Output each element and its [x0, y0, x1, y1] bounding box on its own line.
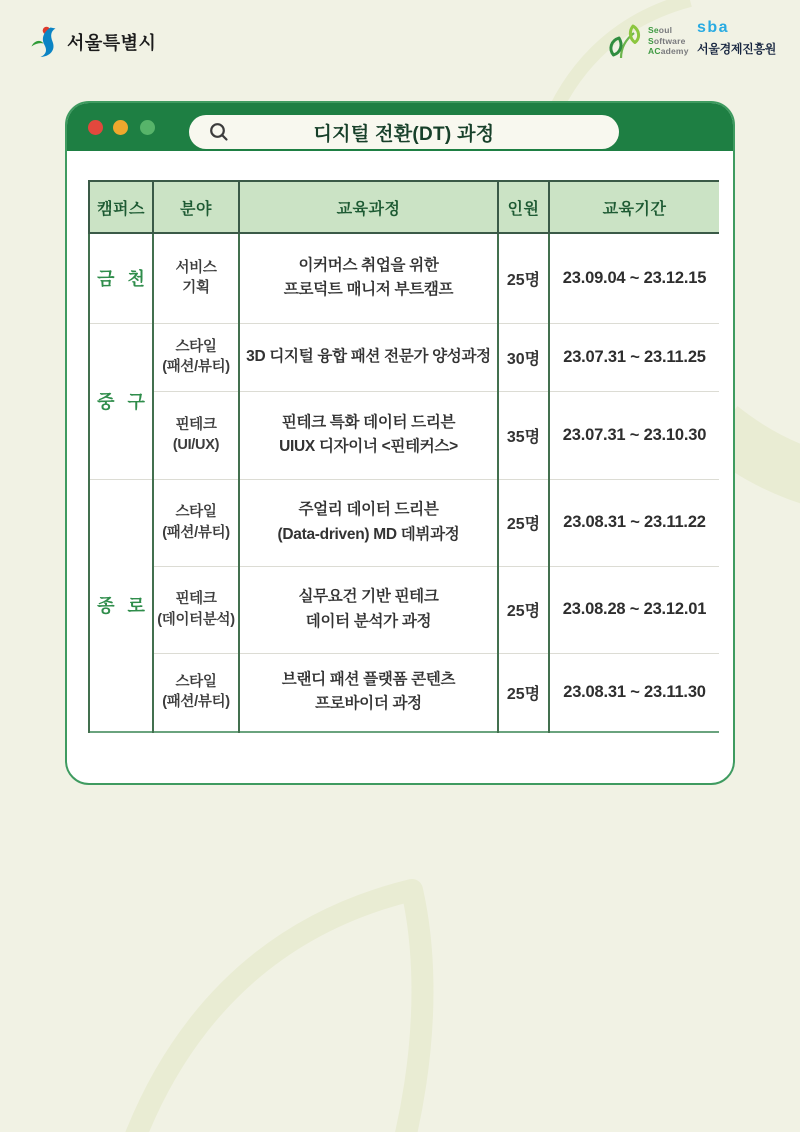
column-header-period: 교육기간 [549, 181, 719, 233]
column-header-campus: 캠퍼스 [89, 181, 153, 233]
field-cell: 핀테크 (UI/UX) [153, 391, 239, 479]
field-cell: 스타일 (패션/뷰티) [153, 323, 239, 391]
course-cell: 3D 디지털 융합 패션 전문가 양성과정 [239, 323, 498, 391]
sba-logo [697, 19, 776, 57]
capacity-cell: 25명 [498, 479, 549, 566]
campus-cell: 종 로 [89, 479, 153, 732]
course-cell: 실무요건 기반 핀테크 데이터 분석가 과정 [239, 566, 498, 653]
table-row [89, 391, 719, 479]
period-cell: 23.09.04 ~ 23.12.15 [549, 233, 719, 323]
search-title: 디지털 전환(DT) 과정 [313, 123, 495, 145]
field-cell: 서비스 기획 [153, 233, 239, 323]
column-header-field: 분야 [153, 181, 239, 233]
traffic-light-red-icon [88, 120, 103, 135]
traffic-light-orange-icon [113, 120, 128, 135]
table-header-row [89, 181, 719, 233]
field-cell: 스타일 (패션/뷰티) [153, 653, 239, 732]
course-cell: 이커머스 취업을 위한 프로덕트 매니저 부트캠프 [239, 233, 498, 323]
course-cell: 핀테크 특화 데이터 드리븐 UIUX 디자이너 <핀테커스> [239, 391, 498, 479]
seoul-city-label: 서울특별시 [67, 33, 157, 53]
column-header-course: 교육과정 [239, 181, 498, 233]
campus-cell: 중 구 [89, 323, 153, 479]
field-cell: 스타일 (패션/뷰티) [153, 479, 239, 566]
sprout-icon [608, 23, 642, 59]
ssa-logo [608, 23, 689, 59]
course-cell: 브랜디 패션 플랫폼 콘텐츠 프로바이더 과정 [239, 653, 498, 732]
table-row [89, 566, 719, 653]
field-cell: 핀테크 (데이터분석) [153, 566, 239, 653]
ssa-wordmark: Seoul Software ACademy [648, 25, 689, 57]
sba-mark: sba [697, 19, 730, 36]
capacity-cell: 30명 [498, 323, 549, 391]
capacity-cell: 35명 [498, 391, 549, 479]
traffic-light-green-icon [140, 120, 155, 135]
course-window [65, 101, 735, 785]
table-row [89, 323, 719, 391]
period-cell: 23.08.31 ~ 23.11.30 [549, 653, 719, 732]
sba-name: 서울경제진흥원 [697, 42, 777, 56]
capacity-cell: 25명 [498, 233, 549, 323]
window-titlebar [67, 103, 733, 151]
table-row [89, 233, 719, 323]
period-cell: 23.07.31 ~ 23.11.25 [549, 323, 719, 391]
course-table [88, 180, 719, 733]
period-cell: 23.07.31 ~ 23.10.30 [549, 391, 719, 479]
search-bar[interactable] [189, 115, 619, 149]
period-cell: 23.08.31 ~ 23.11.22 [549, 479, 719, 566]
seoul-city-symbol [30, 26, 60, 58]
capacity-cell: 25명 [498, 566, 549, 653]
table-row [89, 653, 719, 732]
course-cell: 주얼리 데이터 드리븐 (Data-driven) MD 데뷔과정 [239, 479, 498, 566]
course-table-body [89, 233, 719, 732]
campus-cell: 금 천 [89, 233, 153, 323]
table-row [89, 479, 719, 566]
seoul-city-logo [30, 26, 156, 58]
period-cell: 23.08.28 ~ 23.12.01 [549, 566, 719, 653]
capacity-cell: 25명 [498, 653, 549, 732]
column-header-capacity: 인원 [498, 181, 549, 233]
